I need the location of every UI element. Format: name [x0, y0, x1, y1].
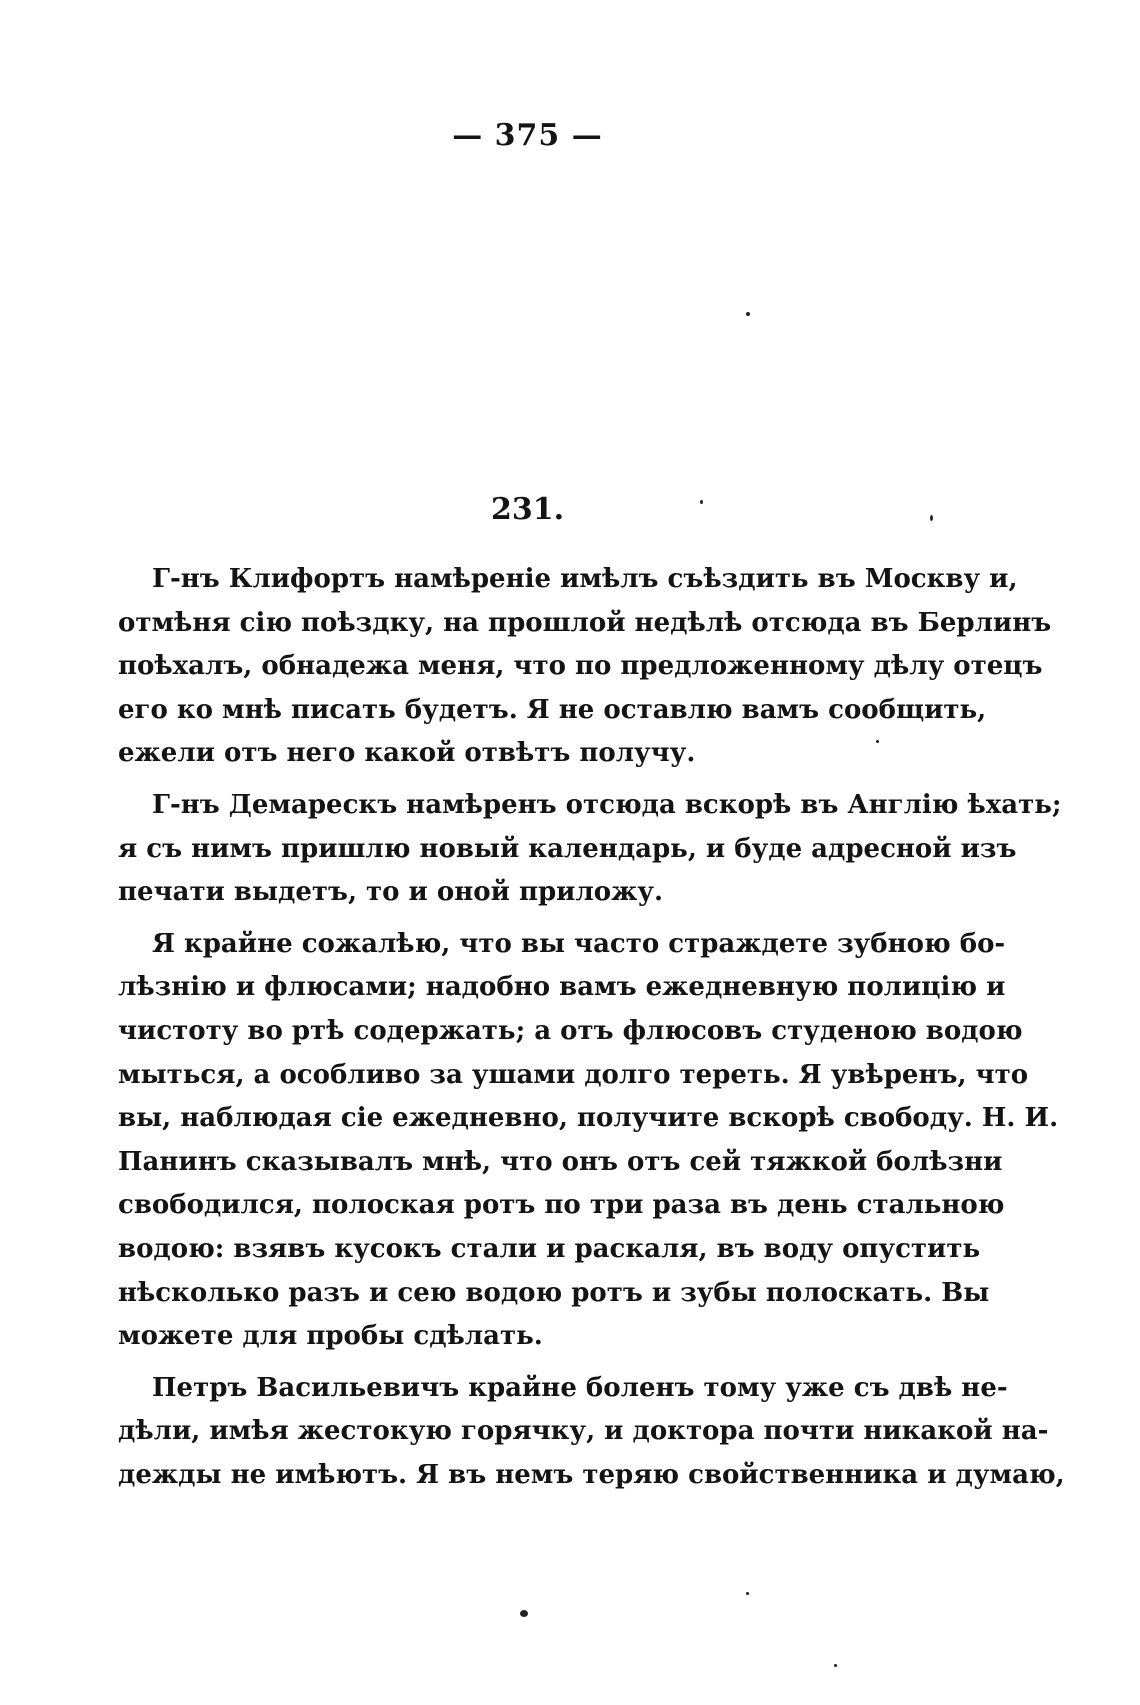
- text-line: Я крайне сожалѣю, что вы часто страждете зубною бо-: [152, 928, 1006, 959]
- scan-speck: [700, 500, 703, 504]
- text-line: Г-нъ Демарескъ намѣренъ отсюда вскорѣ въ Англію ѣхать;: [152, 789, 1062, 820]
- text-line: водою: взявъ кусокъ стали и раскаля, въ воду опустить: [118, 1233, 981, 1264]
- text-line: печати выдетъ, то и оной приложу.: [118, 877, 664, 908]
- text-line: я съ нимъ пришлю новый календарь, и буде адресной изъ: [118, 833, 1017, 864]
- scan-speck: [746, 1592, 749, 1595]
- letter-number: 231.: [490, 492, 565, 527]
- text-line: лѣзнію и флюсами; надобно вамъ ежедневную полицію и: [118, 972, 1006, 1003]
- text-line: нѣсколько разъ и сею водою ротъ и зубы полоскать. Вы: [118, 1277, 990, 1308]
- scan-speck: [746, 312, 750, 316]
- page-number: — 375 —: [452, 118, 603, 153]
- scan-speck: [834, 1664, 837, 1667]
- text-line: его ко мнѣ писать будетъ. Я не оставлю вамъ сообщить,: [118, 694, 987, 725]
- text-line: Петръ Васильевичъ крайне боленъ тому уже съ двѣ не-: [152, 1372, 1008, 1403]
- paragraph-2: [118, 784, 1062, 915]
- scan-speck: [876, 740, 879, 743]
- text-line: Панинъ сказывалъ мнѣ, что онъ отъ сей тяжкой болѣзни: [118, 1146, 1003, 1177]
- paragraph-3: [118, 923, 1059, 1359]
- scan-speck: [520, 1610, 528, 1617]
- text-line: чистоту во ртѣ содержать; а отъ флюсовъ студеною водою: [118, 1015, 1023, 1046]
- text-line: отмѣня сію поѣздку, на прошлой недѣлѣ отсюда въ Берлинъ: [118, 607, 1052, 638]
- text-line: дѣли, имѣя жестокую горячку, и доктора почти никакой на-: [118, 1416, 1049, 1447]
- text-line: вы, наблюдая сіе ежедневно, получите вскорѣ свободу. Н. И.: [118, 1103, 1059, 1134]
- text-line: дежды не имѣютъ. Я въ немъ теряю свойственника и думаю,: [118, 1459, 1065, 1490]
- letter-body: [118, 558, 1065, 1505]
- text-line: можете для пробы сдѣлать.: [118, 1321, 543, 1352]
- scan-speck: [930, 515, 933, 521]
- text-line: поѣхалъ, обнадежа меня, что по предложенному дѣлу отецъ: [118, 651, 1043, 682]
- paragraph-1: [118, 558, 1052, 776]
- text-line: Г-нъ Клифортъ намѣреніе имѣлъ съѣздить въ Москву и,: [152, 564, 1018, 594]
- text-line: мыться, а особливо за ушами долго тереть. Я увѣренъ, что: [118, 1059, 1029, 1090]
- text-line: ежели отъ него какой отвѣтъ получу.: [118, 738, 696, 769]
- paragraph-4: [118, 1367, 1065, 1498]
- text-line: свободился, полоская ротъ по три раза въ день стальною: [118, 1190, 1005, 1221]
